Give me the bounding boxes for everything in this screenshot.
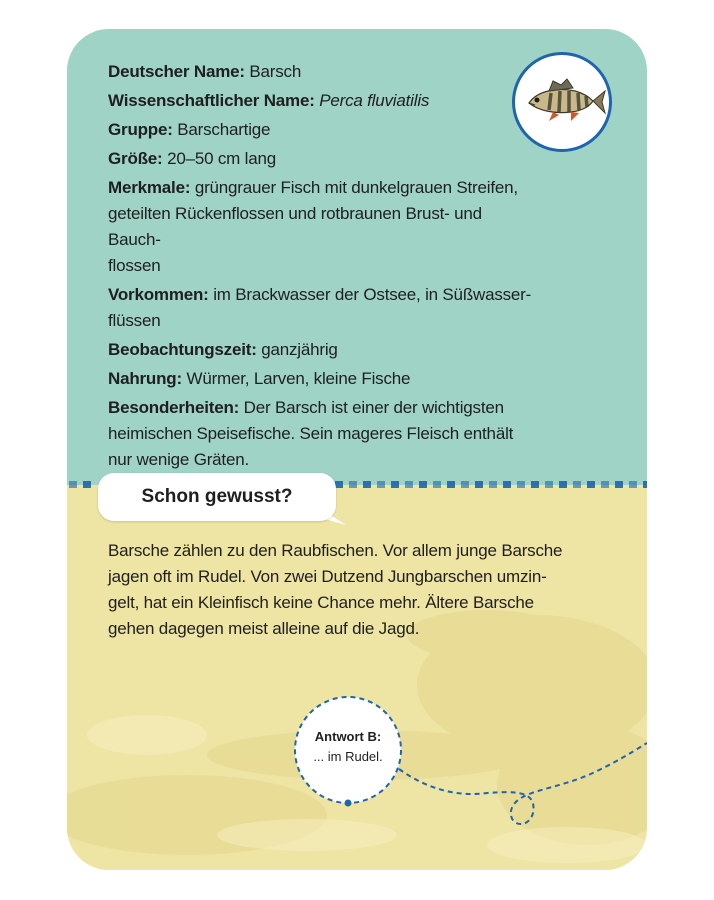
- info-line: Barsche zählen zu den Raubfischen. Vor allem junge Barsche: [108, 541, 563, 560]
- answer-text: ... im Rudel.: [313, 749, 383, 764]
- fact-scientific-name: [108, 88, 538, 114]
- fact-label: Wissenschaftlicher Name:: [108, 91, 315, 110]
- fact-label: Gruppe:: [108, 120, 173, 139]
- fact-value-line: nur wenige Gräten.: [108, 450, 249, 469]
- fact-specials: [108, 395, 538, 473]
- info-line: jagen oft im Rudel. Von zwei Dutzend Jungbarschen umzin-: [108, 567, 547, 586]
- fact-value: Barschartige: [177, 120, 271, 139]
- perch-badge: [512, 52, 612, 152]
- fact-size: [108, 146, 538, 172]
- speech-bubble: [98, 473, 336, 521]
- fact-label: Nahrung:: [108, 369, 182, 388]
- fact-value-line: flüssen: [108, 311, 161, 330]
- bubble-title: Schon gewusst?: [141, 486, 293, 507]
- fact-label: Merkmale:: [108, 178, 191, 197]
- fact-german-name: [108, 59, 538, 85]
- fact-observation-time: [108, 337, 538, 363]
- perch-fish-icon: [515, 55, 609, 149]
- fact-group: [108, 117, 538, 143]
- fact-label: Größe:: [108, 149, 163, 168]
- fact-features: [108, 175, 538, 279]
- fact-label: Besonderheiten:: [108, 398, 240, 417]
- info-line: gelt, hat ein Kleinfisch keine Chance mehr. Ältere Barsche: [108, 593, 534, 612]
- fact-value: Würmer, Larven, kleine Fische: [186, 369, 411, 388]
- fact-value-line: heimischen Speisefische. Sein mageres Fleisch enthält: [108, 424, 514, 443]
- fact-label: Vorkommen:: [108, 285, 209, 304]
- fact-value: Barsch: [249, 62, 302, 81]
- fact-value-line: flossen: [108, 256, 161, 275]
- fact-value: 20–50 cm lang: [167, 149, 276, 168]
- fact-card: [67, 29, 647, 870]
- facts-list: [108, 59, 538, 476]
- fact-occurrence: [108, 282, 538, 334]
- fact-value-line: geteilten Rückenflossen und rotbraunen Brust- und Bauch-: [108, 204, 482, 249]
- fact-label: Deutscher Name:: [108, 62, 245, 81]
- info-text: [108, 538, 603, 642]
- fact-value: Perca fluviatilis: [319, 91, 430, 110]
- info-line: gehen dagegen meist alleine auf die Jagd.: [108, 619, 420, 638]
- fact-value: ganzjährig: [261, 340, 338, 359]
- fact-food: [108, 366, 538, 392]
- fact-value-line: im Brackwasser der Ostsee, in Süßwasser-: [213, 285, 532, 304]
- dashed-line: [397, 719, 647, 839]
- answer-title: Antwort B:: [314, 729, 382, 744]
- fact-value-line: grüngrauer Fisch mit dunkelgrauen Streifen,: [194, 178, 518, 197]
- fact-value-line: Der Barsch ist einer der wichtigsten: [243, 398, 504, 417]
- fact-label: Beobachtungszeit:: [108, 340, 257, 359]
